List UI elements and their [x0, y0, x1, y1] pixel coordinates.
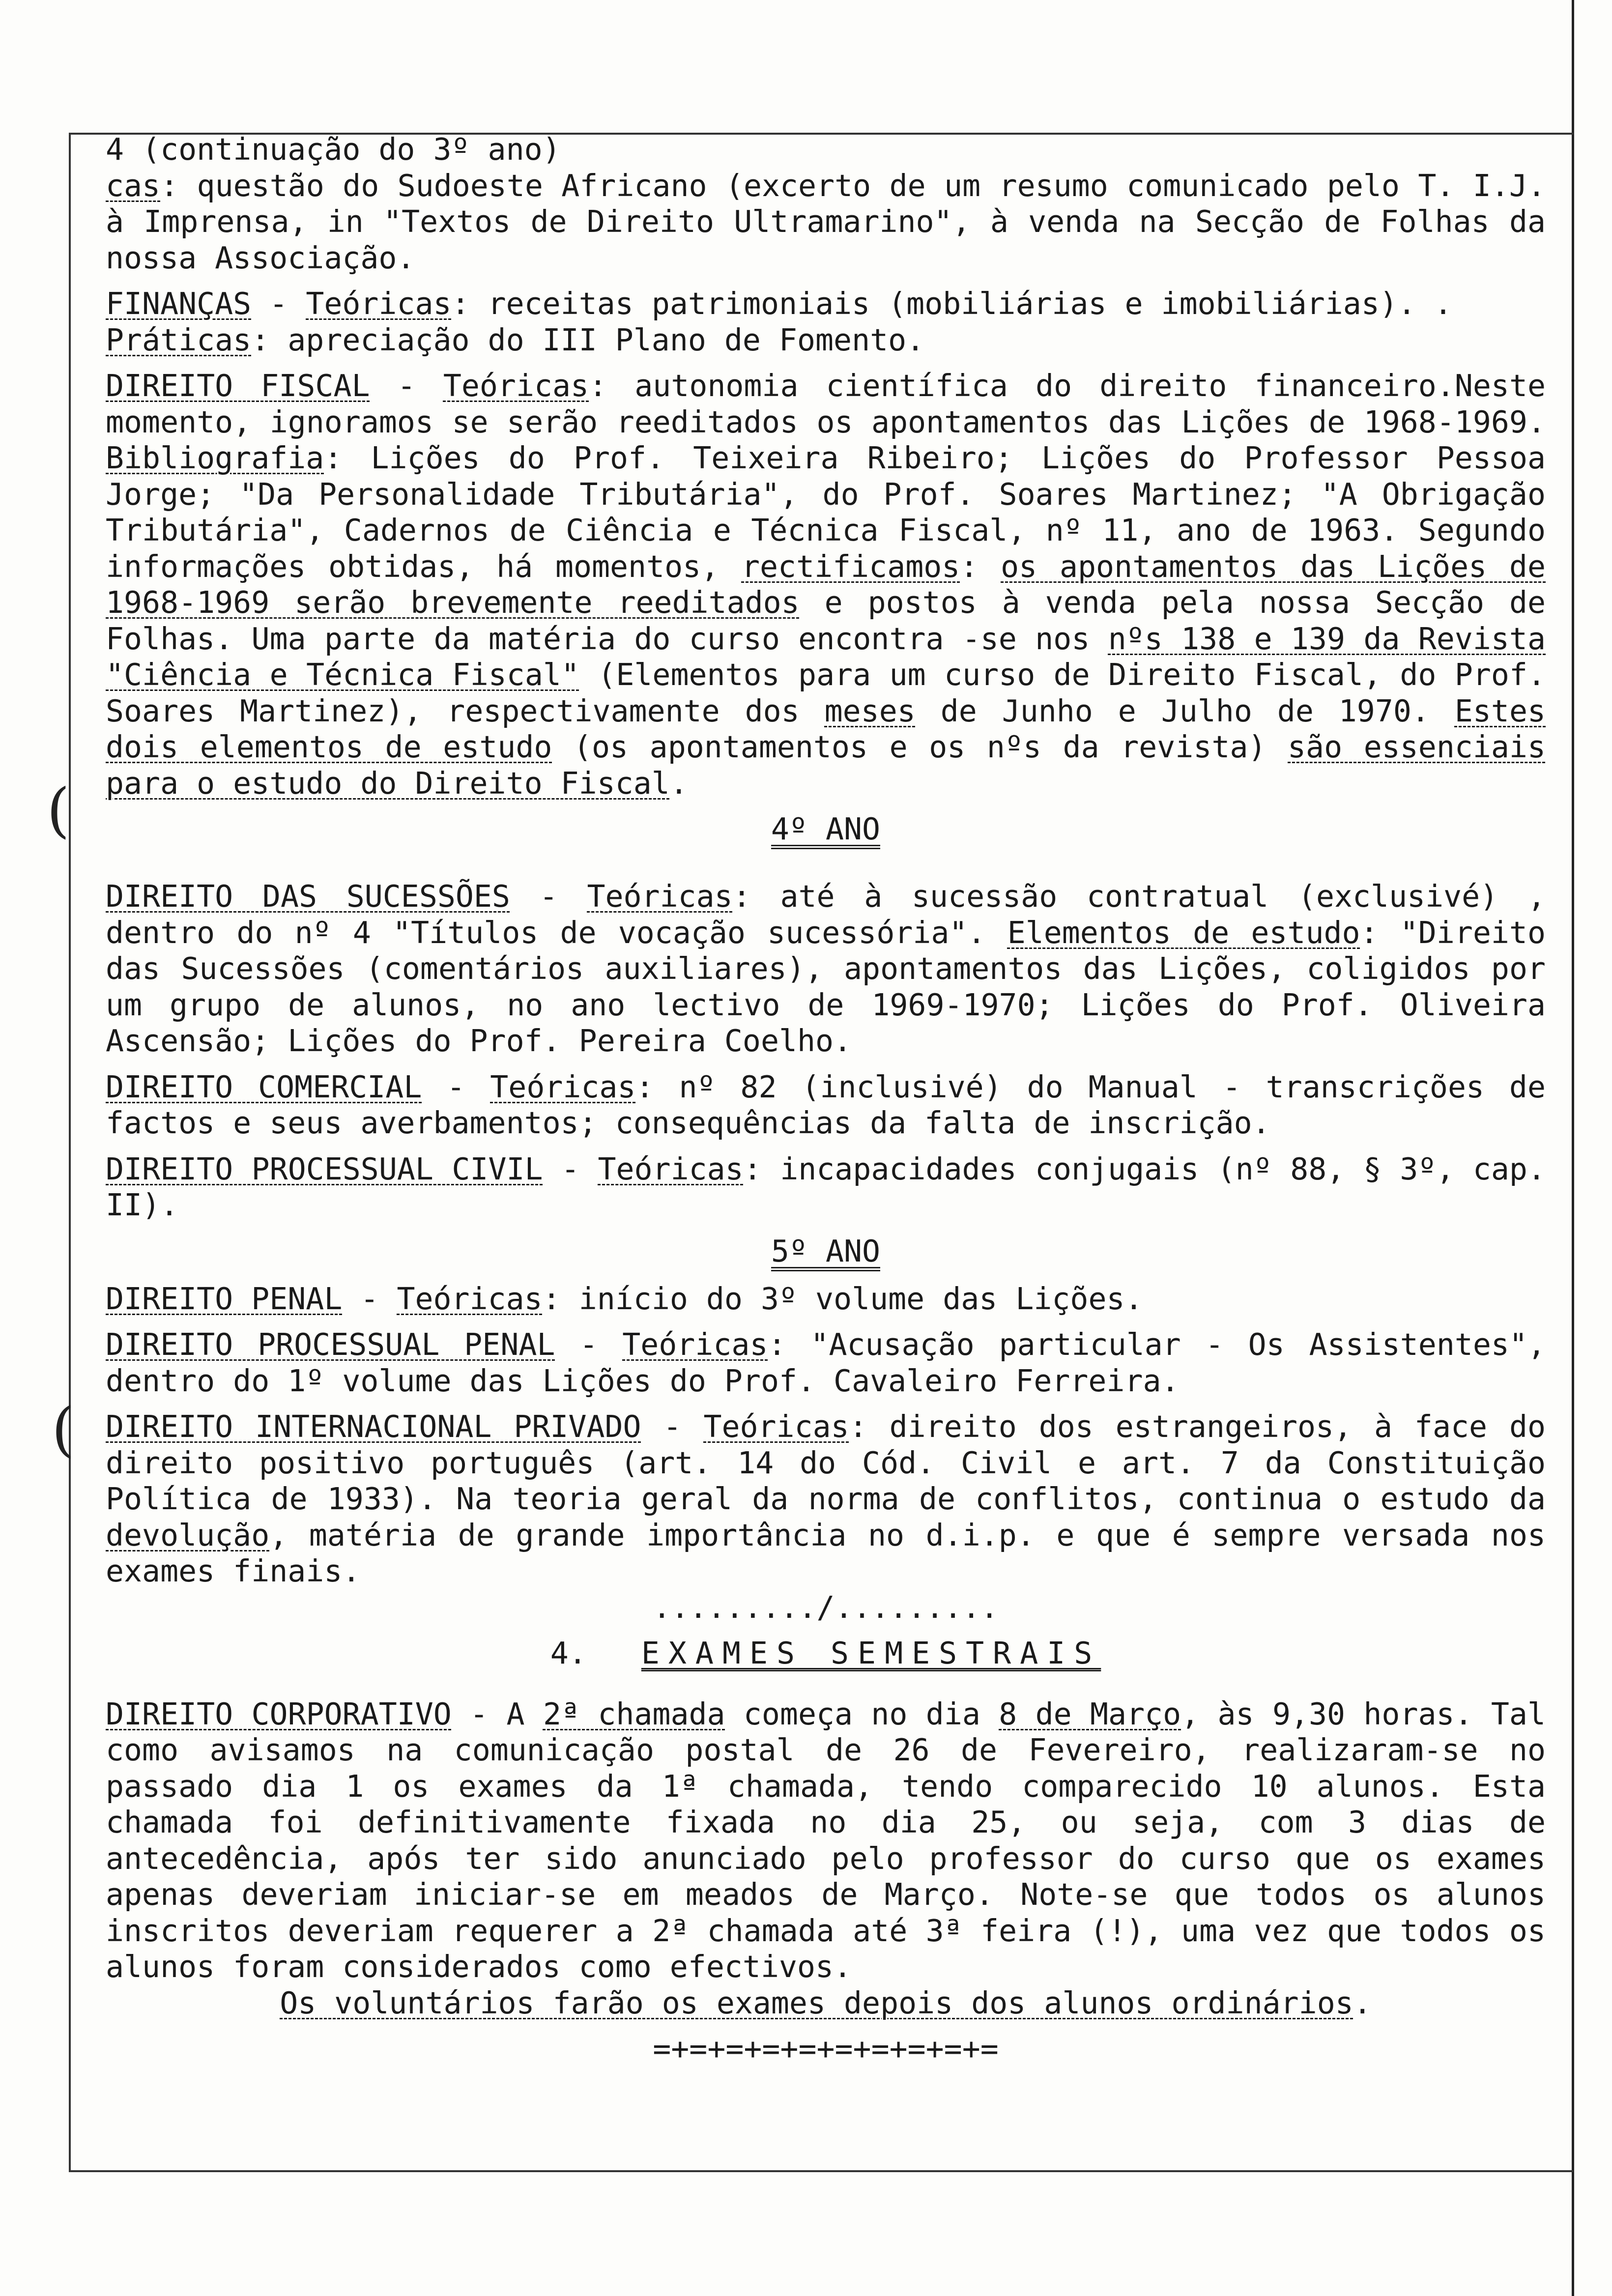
dash: -	[510, 879, 587, 914]
teoricas-label: Teóricas	[443, 368, 589, 403]
body-text: : até à sucessão contratual (exclusivé) , dentro do nº 4 "Títulos de vocação sucessória".	[106, 879, 1546, 950]
body-text: de Junho e Julho de 1970.	[915, 693, 1455, 729]
body-text: .	[669, 765, 688, 801]
body-text: (os apontamentos e os nºs da revista)	[552, 729, 1288, 765]
separator: ........./.........	[653, 1589, 999, 1625]
internacional-paragraph	[106, 1409, 1546, 1590]
emphasis-text: são essenciais para o estudo do Direito Fiscal	[106, 729, 1546, 801]
page-number: 4	[106, 132, 124, 167]
financas-paragraph	[106, 286, 1546, 358]
emphasis-text: nºs 138 e 139 da Revista "Ciência e Técnica Fiscal"	[106, 621, 1546, 692]
comercial-paragraph	[106, 1069, 1546, 1142]
subject-title: DIREITO COMERCIAL	[106, 1069, 422, 1105]
margin-bracket-mark: (	[52, 1396, 75, 1464]
emphasis-text: 2ª chamada	[543, 1696, 725, 1732]
teoricas-label: Teóricas	[587, 879, 733, 914]
elementos-label: Elementos de estudo	[1007, 915, 1360, 950]
body-text: : incapacidades conjugais (nº 88, § 3º, cap. II).	[106, 1151, 1546, 1223]
emphasis-text: meses	[824, 693, 916, 729]
emphasis-text: devolução	[106, 1517, 270, 1553]
voluntarios-line	[106, 1985, 1546, 2022]
teoricas-label: Teóricas	[490, 1069, 636, 1105]
teoricas-label: Teóricas	[598, 1151, 744, 1187]
body-text: , matéria de grande importância no d.i.p. e que é sempre versada nos exames finais.	[106, 1517, 1546, 1589]
teoricas-text: : receitas patrimoniais (mobiliárias e imobiliárias). .	[451, 286, 1452, 321]
section-number: 4.	[550, 1636, 587, 1671]
subject-title: DIREITO DAS SUCESSÕES	[106, 879, 510, 914]
subject-title: DIREITO PROCESSUAL CIVIL	[106, 1151, 543, 1187]
emphasis-text: os apontamentos das Lições de 1968-1969 serão brevemente reeditados	[106, 548, 1546, 620]
body-text: , às 9,30 horas. Tal como avisamos na comunicação postal de 26 de Fevereiro, realizaram-se no passado dia 1 os exames da 1ª chamada, tendo comparecido 10 alunos. Esta chamada foi definitivamente fixada no dia 25, ou seja, com 3 dias de antecedência, após ter sido anunciado pelo professor do curso que os exames apenas deveriam iniciar-se em meados de Março. Note-se que todos os alunos inscritos deveriam requerer a 2ª chamada até 3ª feira (!), uma vez que todos os alunos foram considerados como efectivos.	[106, 1696, 1546, 1984]
body-text: : Lições do Prof. Teixeira Ribeiro; Lições do Professor Pessoa Jorge; "Da Personalidade Tributária", do Prof. Soares Martinez; "A Obrigação Tributária", Cadernos de Ciência e Técnica Fiscal, nº 11, ano de 1963. Segundo informações obtidas, há momentos,	[106, 440, 1546, 584]
processual-penal-paragraph	[106, 1327, 1546, 1399]
fiscal-paragraph	[106, 368, 1546, 802]
emphasis-text: Estes dois elementos de estudo	[106, 693, 1546, 765]
subject-title: FINANÇAS	[106, 286, 252, 321]
intro-paragraph	[106, 168, 1546, 277]
body-text: :	[960, 548, 1001, 584]
subject-title: DIREITO INTERNACIONAL PRIVADO	[106, 1409, 641, 1444]
processual-civil-paragraph	[106, 1151, 1546, 1224]
intro-label: cas	[106, 168, 161, 203]
margin-bracket-mark: (	[47, 776, 70, 845]
dash: -	[422, 1069, 490, 1105]
section-heading: 4º ANO	[771, 814, 880, 849]
praticas-label: Práticas	[106, 322, 252, 358]
penal-paragraph	[106, 1281, 1546, 1318]
year-heading-4	[106, 811, 1546, 849]
body-text: : "Direito das Sucessões (comentários auxiliares), apontamentos das Lições, coligidos por um grupo de alunos, no ano lectivo de 1969-1970; Lições do Prof. Oliveira Ascensão; Lições do Prof. Pereira Coelho.	[106, 915, 1546, 1059]
body-text: : "Acusação particular - Os Assistentes", dentro do 1º volume das Lições do Prof. Cavaleiro Ferreira.	[106, 1327, 1546, 1399]
page-header	[106, 132, 1546, 168]
document-body	[106, 132, 1546, 2067]
dash: -	[370, 368, 443, 403]
exams-heading	[106, 1636, 1546, 1672]
body-text: : nº 82 (inclusivé) do Manual - transcrições de factos e seus averbamentos; consequências da falta de inscrição.	[106, 1069, 1546, 1141]
emphasis-text: rectificamos	[741, 548, 960, 584]
praticas-text: : apreciação do III Plano de Fomento.	[251, 322, 925, 358]
section-heading: 5º ANO	[771, 1236, 880, 1271]
subject-title: DIREITO CORPORATIVO	[106, 1696, 452, 1732]
continuation-note: (continuação do 3º ano)	[142, 132, 561, 167]
teoricas-label: Teóricas	[397, 1281, 543, 1317]
sucessoes-paragraph	[106, 879, 1546, 1060]
body-text: (Elementos para um curso de Direito Fiscal, do Prof. Soares Martinez), respectivamente dos	[106, 657, 1546, 729]
bibliografia-label: Bibliografia	[106, 440, 324, 476]
body-text: : início do 3º volume das Lições.	[542, 1281, 1143, 1317]
footer-mark: =+=+=+=+=+=+=+=+=+=	[653, 2031, 999, 2066]
section-title: EXAMES SEMESTRAIS	[641, 1636, 1101, 1671]
subject-title: DIREITO PENAL	[106, 1281, 343, 1317]
year-heading-5	[106, 1234, 1546, 1271]
dash: -	[641, 1409, 704, 1444]
teoricas-label: Teóricas	[703, 1409, 849, 1444]
teoricas-label: Teóricas	[622, 1327, 768, 1362]
body-text: começa no dia	[725, 1696, 999, 1732]
teoricas-label: Teóricas	[306, 286, 452, 321]
emphasis-text: 8 de Março	[999, 1696, 1181, 1732]
body-text: : direito dos estrangeiros, à face do direito positivo português (art. 14 do Cód. Civil e art. 7 da Constituição Política de 1933). Na teoria geral da norma de conflitos, continua o estudo da	[106, 1409, 1546, 1517]
subject-title: DIREITO FISCAL	[106, 368, 370, 403]
body-text: e postos à venda pela nossa Secção de Folhas. Uma parte da matéria do curso encontra -se nos	[106, 585, 1546, 657]
corporativo-paragraph	[106, 1696, 1546, 1985]
body-text: : autonomia científica do direito financeiro.Neste momento, ignoramos se serão reeditados os apontamentos das Lições de 1968-1969.	[106, 368, 1546, 440]
intro-text: : questão do Sudoeste Africano (excerto de um resumo comunicado pelo T. I.J. à Imprensa, in "Textos de Direito Ultramarino", à venda na Secção de Folhas da nossa Associação.	[106, 168, 1546, 276]
dash: -	[555, 1327, 623, 1362]
dash: -	[251, 286, 306, 321]
dash: -	[342, 1281, 397, 1317]
body-text: .	[1353, 1985, 1372, 2021]
subject-title: DIREITO PROCESSUAL PENAL	[106, 1327, 555, 1362]
emphasis-text: Os voluntários farão os exames depois dos alunos ordinários	[280, 1985, 1353, 2021]
body-text: - A	[451, 1696, 543, 1732]
dash: -	[543, 1151, 598, 1187]
